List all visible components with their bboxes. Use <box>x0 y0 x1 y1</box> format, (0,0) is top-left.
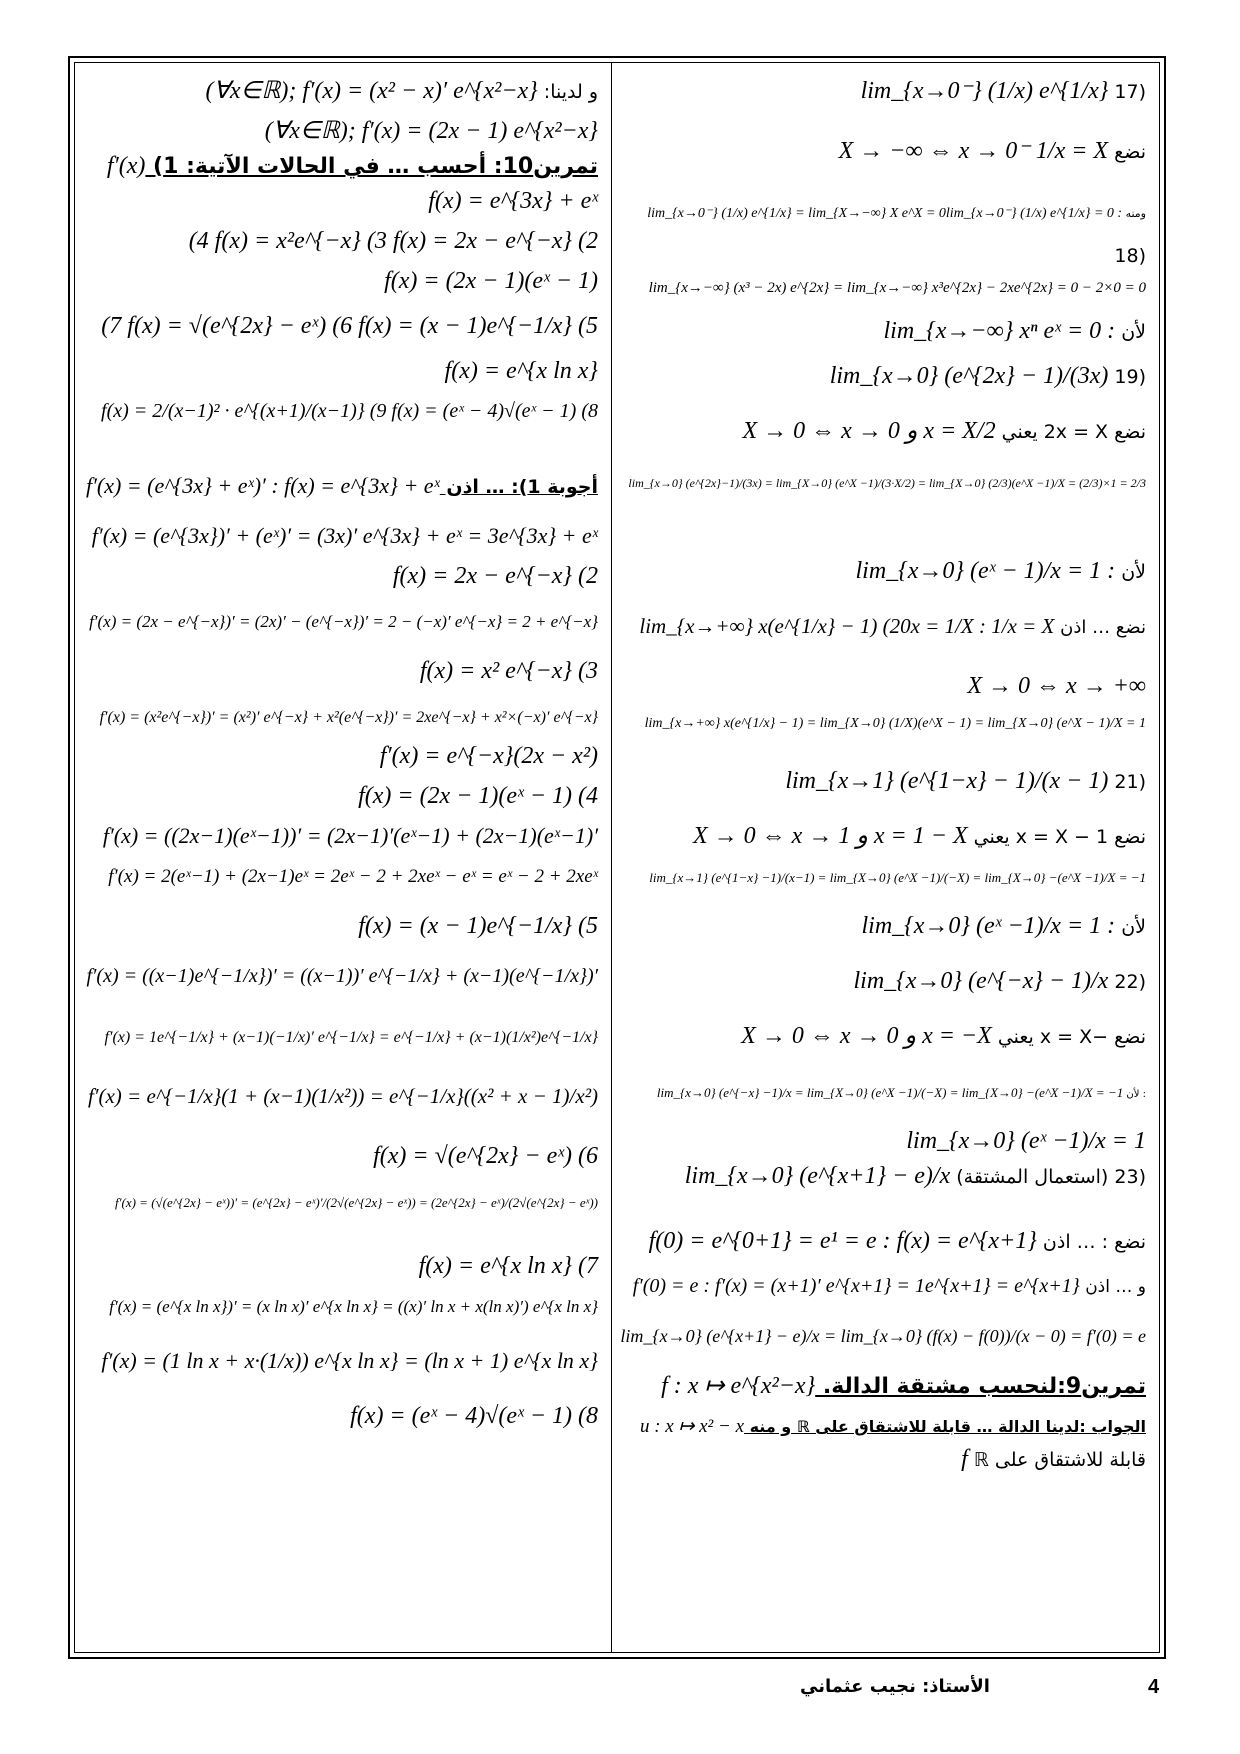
left-line-math: (7 f(x) = √(e^{2x} − eˣ) (6 f(x) = (x − 1)e^{−1/x} (5 <box>101 313 598 339</box>
left-line <box>86 472 598 501</box>
right-line-math: lim_{x→1} (e^{1−x} − 1)/(x − 1) <box>785 768 1109 794</box>
left-line-math: f(x) = 2/(x−1)² · e^{(x+1)/(x−1)} (9 f(x) = (eˣ − 4)√(eˣ − 1) (8 <box>101 400 598 422</box>
left-line-math: f′(x) = (e^{3x} + eˣ)′ : f(x) = e^{3x} + eˣ <box>85 473 440 498</box>
right-column <box>614 62 1156 1653</box>
left-line <box>393 562 598 591</box>
right-line-text: (18 <box>1114 245 1146 267</box>
left-line <box>380 742 598 771</box>
right-line-text: نضع 1 − x = X يعني <box>967 826 1146 848</box>
right-line-text: لأن <box>1115 321 1146 343</box>
left-line-text: و لدينا: <box>537 81 598 103</box>
left-line-math: f′(x) = ((x−1)e^{−1/x})′ = ((x−1))′ e^{−1/x} + (x−1)(e^{−1/x})′ <box>86 965 598 987</box>
right-line <box>856 557 1146 586</box>
left-line <box>89 607 598 636</box>
right-line <box>634 612 1146 642</box>
left-line <box>420 657 598 686</box>
right-line <box>649 272 1146 302</box>
right-line <box>661 1372 1146 1401</box>
right-line-math: lim_{x→0} (e^{2x}−1)/(3x) = lim_{X→0} (e^X −1)/(3·X/2) = lim_{X→0} (2/3)(e^X −1)/X = (2/3)×1 = 2/3 <box>628 476 1146 490</box>
left-line-math: f(x) = e^{x ln x} (7 <box>418 1253 598 1279</box>
right-line-math: X → 0 ⇔ x → 0 و x = −X <box>741 1023 992 1049</box>
left-line <box>101 397 598 425</box>
right-line-text: نضع −x = X يعني <box>991 1026 1146 1048</box>
right-line <box>628 467 1146 497</box>
left-line-math: f′(x) = (e^{3x})′ + (eˣ)′ = (3x)′ e^{3x} + eˣ = 3e^{3x} + eˣ <box>91 523 598 548</box>
right-line-math: lim_{x→0⁻} (1/x) e^{1/x} = 0 : <box>945 206 1123 221</box>
right-line <box>830 362 1146 391</box>
left-line-math: f(x) = (eˣ − 4)√(eˣ − 1) (8 <box>350 1403 598 1429</box>
right-line <box>620 1322 1146 1350</box>
right-line-text: (17 <box>1108 81 1146 103</box>
right-line <box>657 1077 1146 1109</box>
left-line <box>100 702 598 732</box>
left-line <box>103 822 598 851</box>
left-line <box>384 267 598 296</box>
left-line-text: تمرين10: أحسب … في الحالات الآتية: 1) <box>145 154 598 179</box>
left-line <box>358 782 598 811</box>
left-line <box>350 1402 598 1431</box>
right-line-text: نضع 2x = X يعني <box>995 421 1146 443</box>
right-line <box>785 767 1146 796</box>
left-line <box>101 312 598 341</box>
right-line-math: lim_{x→0} (eˣ − 1)/x = 1 : <box>855 558 1116 584</box>
left-line <box>107 152 598 181</box>
left-line-math: (∀x∈ℝ); f′(x) = (x² − x)′ e^{x²−x} <box>205 78 538 104</box>
right-line-text: (23 (استعمال المشتقة) <box>950 1166 1146 1188</box>
right-line-math: f(0) = e^{0+1} = e¹ = e : f(x) = e^{x+1} <box>648 1228 1037 1254</box>
left-line <box>358 912 598 941</box>
column-divider <box>611 62 612 1653</box>
right-line <box>633 1272 1146 1301</box>
left-line-math: f′(x) = ((2x−1)(eˣ−1))′ = (2x−1)′(eˣ−1) + (2x−1)(eˣ−1)′ <box>102 823 598 848</box>
left-line <box>109 1292 598 1321</box>
left-line-math: f′(x) = 2(eˣ−1) + (2x−1)eˣ = 2eˣ − 2 + 2xeˣ − eˣ = eˣ − 2 + 2xeˣ <box>108 866 598 887</box>
left-line-math: f′(x) = 1e^{−1/x} + (x−1)(−1/x)′ e^{−1/x} = e^{−1/x} + (x−1)(1/x²)e^{−1/x} <box>104 1029 598 1046</box>
left-line <box>265 117 598 146</box>
right-line-math: X → −∞ ⇔ x → 0⁻ 1/x = X <box>838 138 1109 164</box>
right-line-text: ومنه <box>1122 207 1146 220</box>
right-line <box>839 137 1146 166</box>
right-line-text: (21 <box>1108 771 1146 793</box>
right-line-math: lim_{x→−∞} (x³ − 2x) e^{2x} = lim_{x→−∞} x³e^{2x} − 2xe^{2x} = 0 − 2×0 = 0 <box>648 280 1146 296</box>
right-line <box>741 1022 1146 1051</box>
right-line-text: نضع <box>1108 141 1146 163</box>
right-line-text: لأن <box>1115 916 1146 938</box>
right-line-math: lim_{x→0} (e^{−x} −1)/x = lim_{X→0} (e^X −1)/(−X) = lim_{X→0} −(e^X −1)/X = −1 <box>656 1085 1124 1100</box>
left-line <box>445 357 598 386</box>
left-line-math: f(x) = x² e^{−x} (3 <box>419 658 598 684</box>
left-column <box>78 62 608 1653</box>
page-number: 4 <box>1148 1676 1160 1698</box>
left-line <box>105 1022 598 1052</box>
right-line-math: lim_{x→0} (eˣ −1)/x = 1 <box>906 1128 1146 1154</box>
left-line-math: f(x) = √(e^{2x} − eˣ) (6 <box>373 1143 598 1169</box>
left-line-math: f′(x) = e^{−x}(2x − x²) <box>379 743 598 769</box>
left-line-math: f(x) = e^{3x} + eˣ <box>428 188 598 214</box>
left-line-text: أجوبة 1): … اذن <box>439 476 598 498</box>
left-line <box>428 187 598 216</box>
right-line-math: u : x ↦ x² − x <box>639 1416 745 1437</box>
right-line-math: X → 0 ⇔ x → 0 و x = X/2 <box>742 418 996 444</box>
right-line-text: الجواب :لدينا الدالة … قابلة للاشتقاق على ℝ و منه <box>744 1417 1146 1436</box>
left-line <box>115 1187 598 1217</box>
right-line-math: lim_{x→0} (e^{−x} − 1)/x <box>853 968 1109 994</box>
right-line <box>967 672 1146 701</box>
left-line-math: f(x) = 2x − e^{−x} (2 <box>392 563 598 589</box>
right-line-math-secondary: lim_{x→0⁻} (1/x) e^{1/x} = lim_{X→−∞} X e^X = 0 <box>643 206 946 221</box>
right-line <box>645 707 1146 738</box>
left-line-math: f′(x) = (e^{x ln x})′ = (x ln x)′ e^{x ln x} = ((x)′ ln x + x(ln x)′) e^{x ln x} <box>109 1297 598 1316</box>
left-line <box>205 77 598 106</box>
right-line-text: و … اذن <box>1079 1277 1146 1297</box>
right-line <box>743 417 1146 446</box>
left-line <box>86 962 598 990</box>
left-line <box>419 1252 598 1281</box>
right-line-math: X → 0 ⇔ x → +∞ <box>967 673 1146 699</box>
right-line-math: lim_{x→0} (e^{2x} − 1)/(3x) <box>829 363 1109 389</box>
left-line-math: f(x) = (2x − 1)(eˣ − 1) <box>384 268 598 294</box>
right-line-math: lim_{x→0⁻} (1/x) e^{1/x} <box>860 78 1109 104</box>
right-line-math: lim_{x→0} (eˣ −1)/x = 1 : <box>861 913 1116 939</box>
left-line <box>101 1347 598 1376</box>
right-line <box>906 1127 1146 1156</box>
right-line-text: (19 <box>1108 366 1146 388</box>
left-line-math: f(x) = e^{x ln x} <box>444 358 598 384</box>
left-line <box>88 1082 598 1111</box>
right-line <box>1114 242 1146 270</box>
left-line <box>373 1142 598 1171</box>
left-line-math: f′(x) = (x²e^{−x})′ = (x²)′ e^{−x} + x²(e^{−x})′ = 2xe^{−x} + x²×(−x)′ e^{−x} <box>99 709 598 726</box>
right-line-math: f′(0) = e : f′(x) = (x+1)′ e^{x+1} = 1e^{x+1} = e^{x+1} <box>632 1275 1080 1297</box>
left-line <box>108 862 598 891</box>
left-line <box>189 227 598 256</box>
right-line-math: lim_{x→0} (e^{x+1} − e)/x <box>684 1163 951 1189</box>
right-line-text: (22 <box>1108 971 1146 993</box>
right-line <box>854 967 1147 996</box>
right-line-text: لأن <box>1115 561 1146 583</box>
left-line <box>92 522 598 551</box>
right-line-text: : لأن <box>1123 1089 1146 1100</box>
right-line-math: lim_{x→+∞} x(e^{1/x} − 1) = lim_{X→0} (1/X)(e^X − 1) = lim_{X→0} (e^X − 1)/X = 1 <box>644 716 1146 731</box>
right-line <box>693 822 1146 851</box>
right-line <box>861 77 1146 106</box>
right-line-math: f <box>961 1446 968 1472</box>
right-line <box>961 1445 1146 1474</box>
left-line-math: f′(x) = (1 ln x + x·(1/x)) e^{x ln x} = (ln x + 1) e^{x ln x} <box>101 1348 598 1373</box>
right-line-math: X → 0 ⇔ x → 1 و x = 1 − X <box>693 823 968 849</box>
right-line-math: lim_{x→0} (e^{x+1} − e)/x = lim_{x→0} (f(x) − f(0))/(x − 0) = f′(0) = e <box>620 1326 1146 1346</box>
right-line-math: lim_{x→−∞} xⁿ eˣ = 0 : <box>883 318 1116 344</box>
left-line-math: f′(x) <box>106 153 146 179</box>
right-line <box>649 862 1146 892</box>
right-line <box>649 1227 1146 1256</box>
left-line-math: (∀x∈ℝ); f′(x) = (2x − 1) e^{x²−x} <box>264 118 598 144</box>
author-name: الأستاذ: نجيب عثماني <box>800 1676 990 1697</box>
right-line-math: x = 1/X : 1/x = X <box>910 614 1055 638</box>
right-line-text: قابلة للاشتقاق على ℝ <box>967 1449 1146 1471</box>
right-line-text: تمرين9:لنحسب مشتقة الدالة. <box>815 1374 1146 1399</box>
left-line-math: f′(x) = (√(e^{2x} − eˣ))′ = (e^{2x} − eˣ)′/(2√(e^{2x} − eˣ)) = (2e^{2x} − eˣ)/(2√(e^{2x} − eˣ)) <box>115 1195 598 1210</box>
left-line-math: (4 f(x) = x²e^{−x} (3 f(x) = 2x − e^{−x} (2 <box>188 228 598 254</box>
right-line <box>640 1412 1146 1441</box>
right-line-text: نضع : … اذن <box>1036 1231 1146 1253</box>
left-line-math: f′(x) = e^{−1/x}(1 + (x−1)(1/x²)) = e^{−1/x}((x² + x − 1)/x²) <box>88 1084 598 1108</box>
right-line-text: نضع … اذن <box>1054 617 1146 638</box>
right-line-math-secondary: lim_{x→+∞} x(e^{1/x} − 1) (20 <box>634 614 911 638</box>
right-line <box>644 197 1146 228</box>
left-line-math: f′(x) = (2x − e^{−x})′ = (2x)′ − (e^{−x})′ = 2 − (−x)′ e^{−x} = 2 + e^{−x} <box>89 612 598 631</box>
right-line-math: f : x ↦ e^{x²−x} <box>661 1373 816 1399</box>
right-line-math: lim_{x→1} (e^{1−x} −1)/(x−1) = lim_{X→0} (e^X −1)/(−X) = lim_{X→0} −(e^X −1)/X = −1 <box>649 870 1146 885</box>
right-line <box>862 912 1146 941</box>
left-line-math: f(x) = (x − 1)e^{−1/x} (5 <box>358 913 598 939</box>
left-line-math: f(x) = (2x − 1)(eˣ − 1) (4 <box>358 783 598 809</box>
right-line <box>685 1162 1146 1191</box>
right-line <box>884 317 1147 346</box>
